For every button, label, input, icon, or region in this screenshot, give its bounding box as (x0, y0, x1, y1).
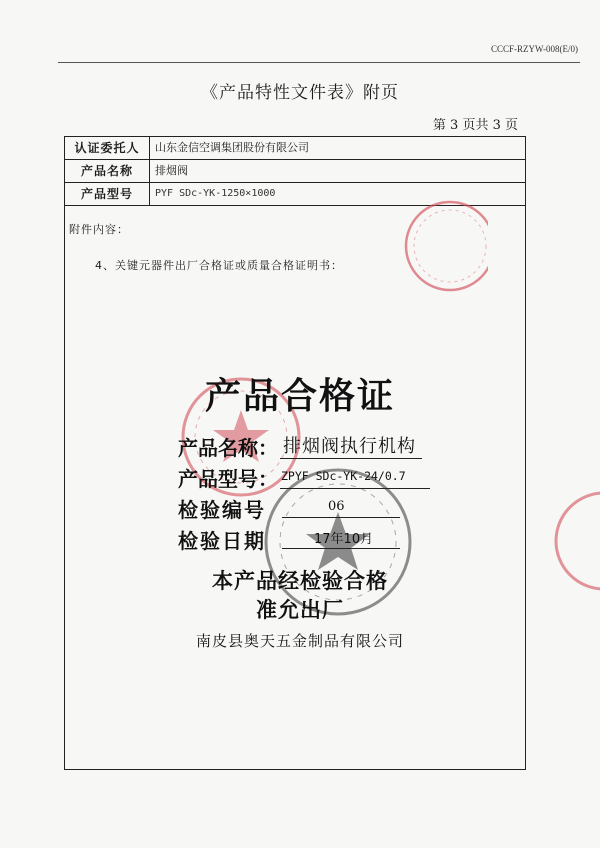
seal-right-edge (548, 486, 600, 596)
page-title: 《产品特性文件表》附页 (201, 83, 399, 103)
table-row-product-name (65, 160, 525, 183)
cert-inspection-no-value: 06 (328, 499, 345, 514)
cert-manufacturer: 南皮县奥天五金制品有限公司 (195, 632, 404, 650)
cert-model-value: ZPYF SDc-YK-24/0.7 (281, 469, 406, 483)
top-rule (58, 62, 580, 63)
page-code: CCCF-RZYW-008(E/0) (491, 44, 578, 54)
seal-center (258, 462, 418, 622)
seal-right-top (388, 196, 488, 296)
row-value: PYF SDc-YK-1250×1000 (155, 188, 276, 199)
attachments-label: 附件内容： (69, 223, 129, 236)
attachment-item-4: 4、关键元器件出厂合格证或质量合格证明书： (95, 259, 343, 272)
cert-name-label: 产品名称： (178, 436, 278, 460)
cert-inspection-no-label: 检验编号 (178, 498, 266, 522)
row-value: 排烟阀 (155, 164, 188, 177)
cert-pass-line-2: 准允出厂 (256, 598, 344, 622)
row-label: 产品名称 (65, 160, 150, 182)
cert-pass-line-1: 本产品经检验合格 (212, 569, 388, 593)
row-label: 产品型号 (65, 183, 150, 205)
cert-model-label: 产品型号： (178, 467, 278, 491)
certificate-title: 产品合格证 (204, 376, 395, 417)
row-value: 山东金信空调集团股份有限公司 (155, 141, 309, 154)
cert-inspection-date-value: 17年10月 (314, 532, 374, 547)
table-row-client (65, 137, 525, 160)
row-label: 认证委托人 (65, 137, 150, 159)
page-number: 第 3 页共 3 页 (432, 118, 518, 133)
cert-inspection-date-label: 检验日期 (178, 529, 266, 553)
cert-name-value: 排烟阀执行机构 (283, 436, 416, 457)
